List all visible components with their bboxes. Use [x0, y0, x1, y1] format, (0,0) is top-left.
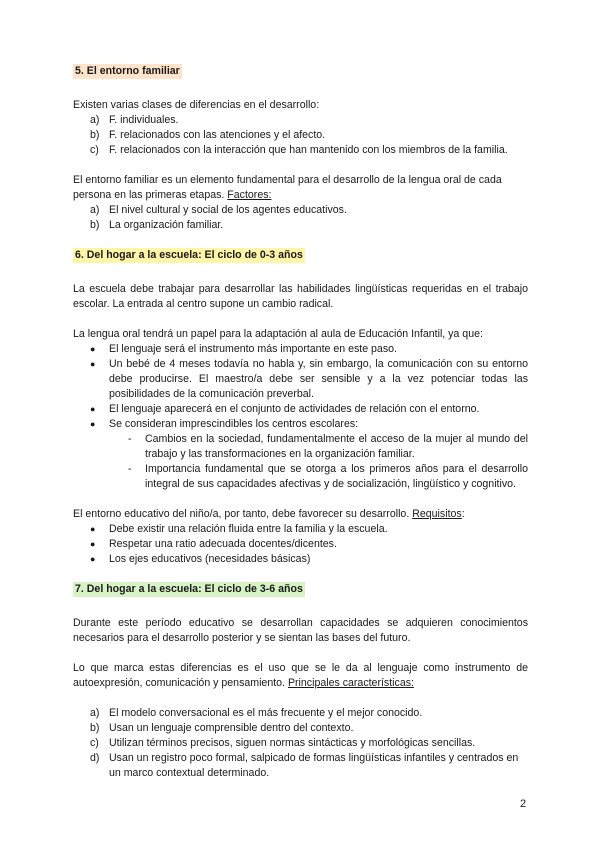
list-item: b) La organización familiar. [90, 219, 224, 231]
list-item: ● Respetar una ratio adecuada docentes/dicentes. [90, 538, 337, 550]
section-5-differences-list [73, 113, 528, 158]
section-6-paragraph: La lengua oral tendrá un papel para la adaptación al aula de Educación Infantil, ya que: [73, 328, 483, 340]
list-item: ● Un bebé de 4 meses todavía no habla y, sin embargo, la comunicación con su entorno debe producirse. El maestro/a debe ser sensible y a la vez potenciar todas las posibilidades de la comunicación preverbal. [90, 358, 528, 400]
section-6-requirements-list [73, 522, 528, 567]
list-item: ● Debe existir una relación fluida entre la familia y la escuela. [90, 523, 388, 535]
list-item: c) F. relacionados con la interacción que han mantenido con los miembros de la familia. [90, 144, 508, 156]
section-5-intro: Existen varias clases de diferencias en el desarrollo: [73, 99, 320, 111]
list-item: b) F. relacionados con las atenciones y el afecto. [90, 129, 326, 141]
page-number: 2 [520, 798, 527, 810]
section-6-title: 6. Del hogar a la escuela: El ciclo de 0-3 años [75, 249, 303, 261]
list-item: - Importancia fundamental que se otorga a los primeros años para el desarrollo integral de sus capacidades afectivas y de socialización, lingüístico y cognitivo. [128, 463, 528, 490]
section-7-intro: Durante este período educativo se desarrollan capacidades se adquieren conocimientos necesarios para el desarrollo posterior y se sientan las bases del futuro. [73, 617, 528, 644]
section-5-title: 5. El entorno familiar [75, 65, 180, 77]
section-7-characteristics-list [73, 706, 528, 781]
list-item: b) Usan un lenguaje comprensible dentro del contexto. [90, 722, 354, 734]
list-item: ● El lenguaje será el instrumento más importante en este paso. [90, 343, 397, 355]
list-item: - Cambios en la sociedad, fundamentalmente el acceso de la mujer al mundo del trabajo y las transformaciones en la organización familiar. [128, 433, 528, 460]
list-item: d) Usan un registro poco formal, salpicado de formas lingüísticas infantiles y centrados en un marco contextual determinado. [90, 752, 519, 779]
section-5-paragraph: El entorno familiar es un elemento fundamental para el desarrollo de la lengua oral de cada persona en las primeras etapas. Factores: [73, 174, 502, 201]
list-item: a) El nivel cultural y social de los agentes educativos. [90, 204, 347, 216]
document-page [73, 64, 528, 781]
section-6-intro: La escuela debe trabajar para desarrollar las habilidades lingüísticas requeridas en el trabajo escolar. La entrada al centro supone un cambio radical. [73, 283, 528, 310]
list-item: c) Utilizan términos precisos, siguen normas sintácticas y morfológicas sencillas. [90, 737, 476, 749]
section-6-bullets [73, 342, 528, 432]
list-item: ● El lenguaje aparecerá en el conjunto de actividades de relación con el entorno. [90, 403, 480, 415]
list-item: ● Se consideran imprescindibles los centros escolares: [90, 418, 359, 430]
list-item: ● Los ejes educativos (necesidades básicas) [90, 553, 311, 565]
list-item: a) El modelo conversacional es el más frecuente y el mejor conocido. [90, 707, 423, 719]
factores-label: Factores: [227, 189, 272, 201]
section-5-factors-list [73, 203, 528, 233]
caracteristicas-label: Principales características: [287, 677, 414, 689]
section-6-requirements-paragraph: El entorno educativo del niño/a, por tanto, debe favorecer su desarrollo. Requisitos: [73, 508, 465, 520]
list-item: a) F. individuales. [90, 114, 179, 126]
requisitos-label: Requisitos [412, 508, 462, 520]
section-7-title: 7. Del hogar a la escuela: El ciclo de 3-6 años [75, 583, 303, 595]
section-7-paragraph: Lo que marca estas diferencias es el uso que se le da al lenguaje como instrumento de autoexpresión, comunicación y pensamiento. Principales características: [73, 662, 528, 689]
section-6-subitems [73, 432, 528, 492]
